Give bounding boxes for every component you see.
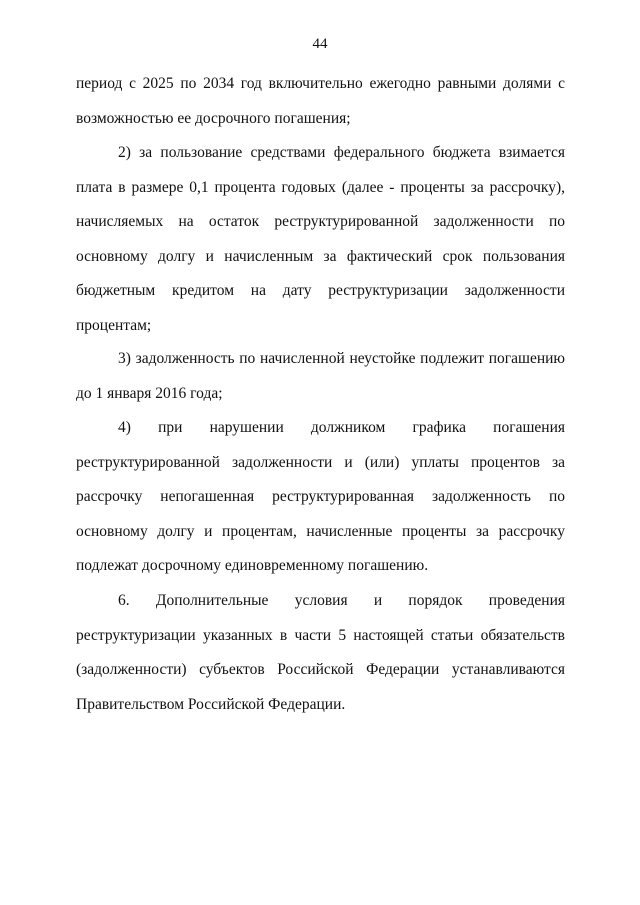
paragraph-item-3: 3) задолженность по начисленной неустойке подлежит погашению до 1 января 2016 года;	[76, 350, 565, 402]
paragraph-item-2: 2) за пользование средствами федерального бюджета взимается плата в размере 0,1 процента годовых (далее - проценты за рассрочку), начисляемых на остаток реструктурированной задолженности по основному долгу и начисленным за фактический срок пользования бюджетным кредитом на дату реструктуризации задолженности процентам;	[76, 144, 565, 334]
paragraph-continuation: период с 2025 по 2034 год включительно ежегодно равными долями с возможностью ее досрочного погашения;	[76, 75, 565, 127]
page-number: 44	[312, 36, 328, 52]
paragraph-item-4: 4) при нарушении должником графика погашения реструктурированной задолженности и (или) уплаты процентов за рассрочку непогашенная реструктурированная задолженность по основному долгу и процентам, начисленные проценты за рассрочку подлежат досрочному единовременному погашению.	[76, 419, 565, 574]
paragraph-section-6: 6. Дополнительные условия и порядок проведения реструктуризации указанных в части 5 настоящей статьи обязательств (задолженности) субъектов Российской Федерации устанавливаются Правительством Российской Федерации.	[76, 592, 565, 713]
